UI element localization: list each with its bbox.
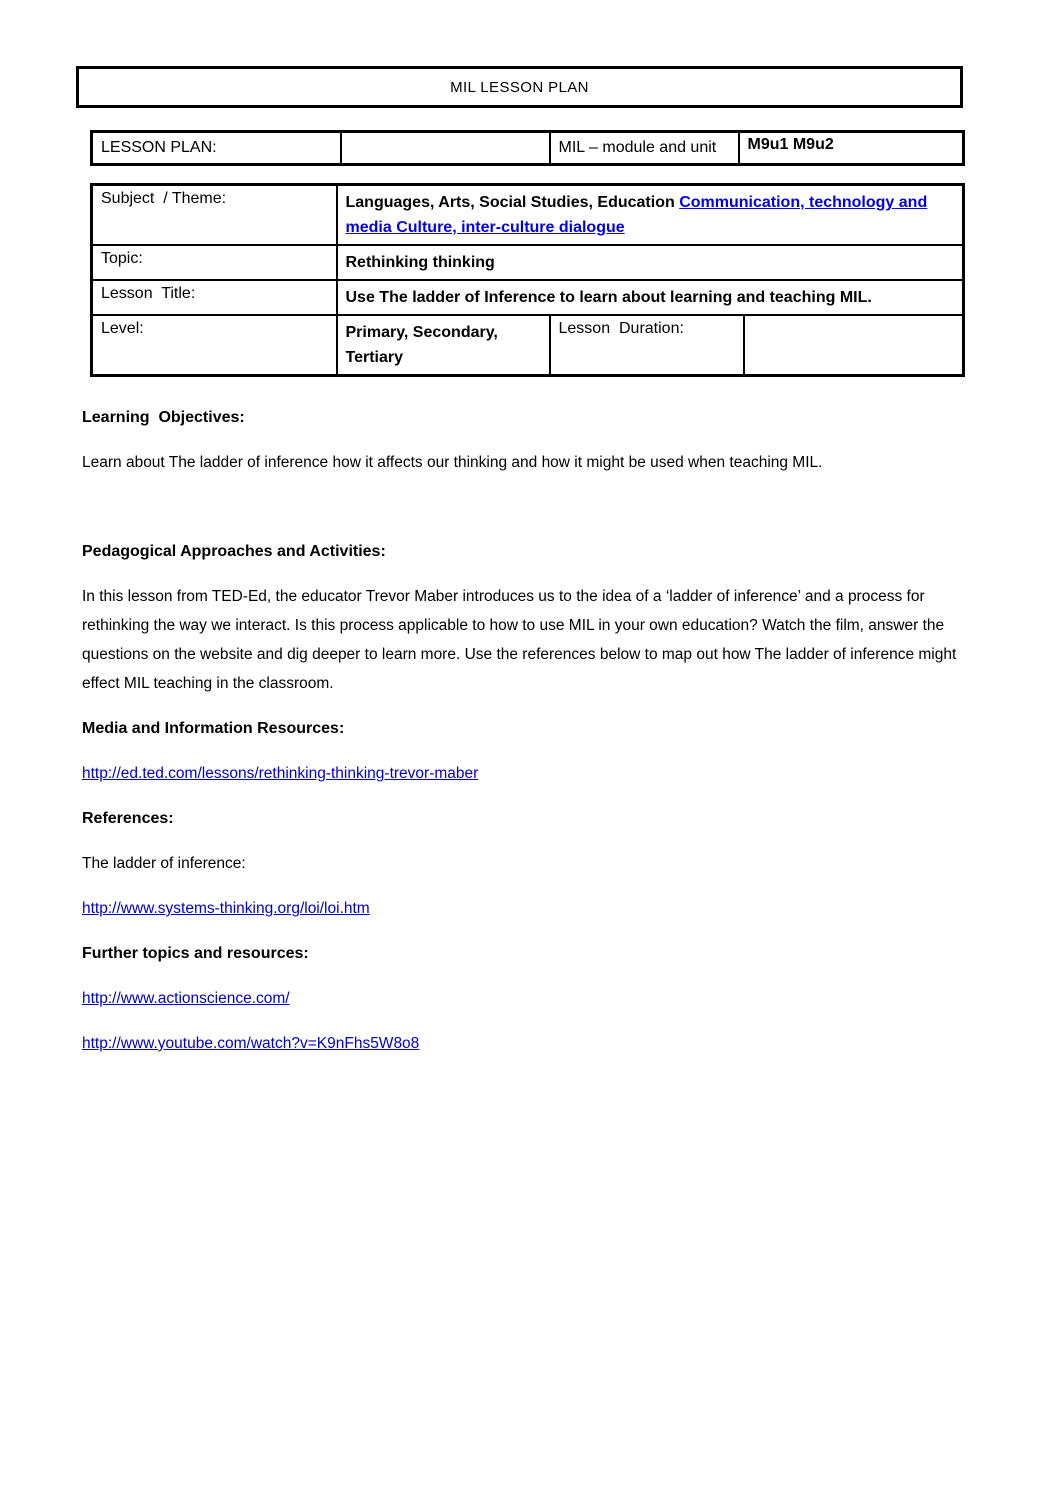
lesson-plan-table: [90, 130, 965, 166]
learning-objectives-heading: Learning Objectives:: [82, 409, 245, 426]
topic-value-cell: Rethinking thinking: [337, 245, 964, 280]
lesson-plan-label-cell: LESSON PLAN:: [92, 132, 341, 165]
further-link-line-1: [82, 984, 975, 1013]
document-title: MIL LESSON PLAN: [450, 78, 589, 96]
systems-thinking-link[interactable]: http://www.systems-thinking.org/loi/loi.htm: [82, 900, 370, 917]
module-unit-label-cell: MIL – module and unit: [550, 132, 739, 165]
lesson-title-value-cell: Use The ladder of Inference to learn about learning and teaching MIL.: [337, 280, 964, 315]
subject-theme-text: Languages, Arts, Social Studies, Education: [345, 194, 680, 211]
ted-ed-lesson-link[interactable]: http://ed.ted.com/lessons/rethinking-thinking-trevor-maber: [82, 765, 479, 782]
references-intro-text: The ladder of inference:: [82, 855, 246, 872]
actionscience-link[interactable]: http://www.actionscience.com/: [82, 990, 290, 1007]
document-title-banner: [76, 66, 963, 108]
lesson-plan-row: [92, 132, 964, 165]
lesson-details-table: [90, 183, 965, 377]
lesson-plan-value-cell: [341, 132, 550, 165]
lesson-duration-value-cell: [744, 315, 964, 376]
media-resources-heading: Media and Information Resources:: [82, 720, 345, 737]
level-label-cell: Level:: [92, 315, 337, 376]
document-body: [82, 403, 975, 1058]
module-unit-value-cell: M9u1 M9u2: [739, 132, 964, 165]
lesson-title-row: [92, 280, 964, 315]
lesson-duration-label-cell: Lesson Duration:: [550, 315, 744, 376]
references-heading: References:: [82, 810, 174, 827]
youtube-link[interactable]: http://www.youtube.com/watch?v=K9nFhs5W8o8: [82, 1035, 420, 1052]
references-link-line: [82, 894, 975, 923]
subject-theme-link[interactable]: Communication, technology and media Culture, inter-culture dialogue: [345, 194, 928, 236]
pedagogical-heading: Pedagogical Approaches and Activities:: [82, 543, 386, 560]
media-resources-link-line: [82, 759, 975, 788]
further-topics-heading: Further topics and resources:: [82, 945, 309, 962]
subject-theme-label-cell: Subject / Theme:: [92, 185, 337, 246]
pedagogical-text: In this lesson from TED-Ed, the educator Trevor Maber introduces us to the idea of a ‘ladder of inference’ and a process for rethinking the way we interact. Is this process applicable to how to use MIL in your own education? Watch the film, answer the questions on the website and dig deeper to learn more. Use the references below to map out how The ladder of inference might effect MIL teaching in the classroom.: [82, 588, 957, 692]
lesson-title-label-cell: Lesson Title:: [92, 280, 337, 315]
level-value-cell: Primary, Secondary, Tertiary: [337, 315, 550, 376]
subject-theme-value-cell: [337, 185, 964, 246]
further-link-line-2: [82, 1029, 975, 1058]
learning-objectives-text: Learn about The ladder of inference how it affects our thinking and how it might be used when teaching MIL.: [82, 454, 823, 471]
subject-theme-row: [92, 185, 964, 246]
topic-label-cell: Topic:: [92, 245, 337, 280]
topic-row: [92, 245, 964, 280]
level-row: [92, 315, 964, 376]
